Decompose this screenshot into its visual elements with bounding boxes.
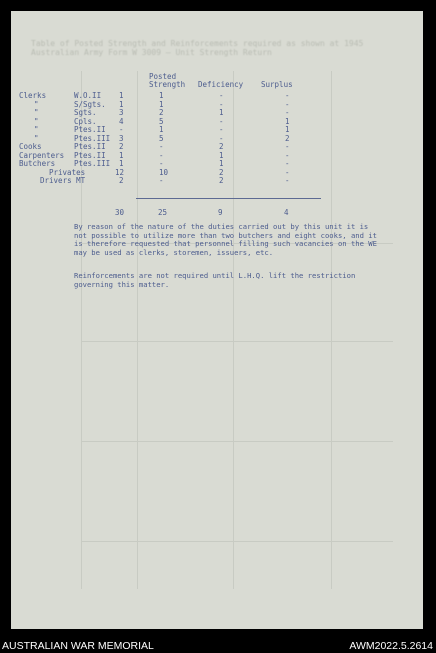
cell-rank: Ptes.II — [74, 125, 106, 134]
cell-posted: 10 — [159, 167, 169, 177]
footer-reference: AWM2022.5.2614 — [349, 640, 433, 652]
cell-deficiency: - — [219, 91, 224, 100]
cell-trade: Butchers — [19, 159, 56, 168]
cell-we: 3 — [119, 133, 124, 143]
cell-posted: 1 — [159, 91, 164, 100]
footer — [0, 637, 436, 653]
cell-posted: 5 — [159, 133, 164, 143]
cell-we: 1 — [119, 159, 124, 168]
total-deficiency: 9 — [218, 208, 223, 217]
cell-trade: " — [34, 99, 39, 109]
cell-deficiency: - — [219, 116, 224, 126]
cell-trade: Cooks — [19, 142, 42, 151]
total-rule — [136, 198, 321, 199]
cell-rank: Cpls. — [74, 116, 97, 126]
paragraph-duties: By reason of the nature of the duties carried out by this unit it is not possible to utilize more than two butchers and eight cooks, and it is therefore requested that personnel filling such vacancies on the WE may be used as clerks, storemen, issuers, etc. — [74, 222, 377, 257]
cell-posted: 1 — [159, 99, 164, 109]
cell-trade: Clerks — [19, 91, 47, 100]
cell-rank: W.O.II — [74, 91, 102, 100]
cell-trade: " — [34, 133, 39, 143]
cell-trade: Carpenters — [19, 150, 65, 160]
footer-source: AUSTRALIAN WAR MEMORIAL — [2, 640, 154, 652]
cell-surplus: 1 — [285, 125, 290, 134]
cell-rank: S/Sgts. — [74, 99, 106, 109]
document-page — [11, 11, 423, 629]
faint-heading-line: Table of Posted Strength and Reinforcements required as shown at 1945 — [31, 39, 364, 48]
cell-surplus: - — [285, 150, 290, 160]
paragraph-reinforcements: Reinforcements are not required until L.H.Q. lift the restriction governing this matter. — [74, 271, 356, 289]
cell-we: 4 — [119, 116, 124, 126]
total-we: 30 — [115, 208, 125, 217]
cell-deficiency: 2 — [219, 167, 224, 177]
cell-rank: Ptes.II — [74, 150, 106, 160]
col-header-posted: Posted — [149, 72, 177, 81]
cell-surplus: - — [285, 142, 290, 151]
cell-deficiency: - — [219, 125, 224, 134]
col-header-strength: Strength — [149, 80, 186, 89]
cell-surplus: - — [285, 108, 290, 117]
cell-we: 1 — [119, 150, 124, 160]
ruled-grid — [11, 11, 423, 629]
cell-deficiency: 2 — [219, 142, 224, 151]
cell-deficiency: 1 — [219, 159, 224, 168]
cell-surplus: - — [285, 176, 290, 185]
col-header-deficiency: Deficiency — [198, 80, 244, 89]
cell-rank: Ptes.II — [74, 142, 106, 151]
cell-trade: Privates — [49, 167, 86, 177]
cell-rank: Sgts. — [74, 108, 97, 117]
cell-we: 3 — [119, 108, 124, 117]
cell-surplus: - — [285, 91, 290, 100]
cell-trade: " — [34, 116, 39, 126]
cell-we: 2 — [119, 176, 124, 185]
cell-we: 2 — [119, 142, 124, 151]
cell-posted: - — [159, 150, 164, 160]
cell-surplus: - — [285, 167, 290, 177]
cell-we: 12 — [115, 167, 125, 177]
cell-trade: " — [34, 108, 39, 117]
total-surplus: 4 — [284, 208, 289, 217]
cell-posted: 2 — [159, 108, 164, 117]
cell-trade: " — [34, 125, 39, 134]
total-posted: 25 — [158, 208, 168, 217]
cell-posted: - — [159, 142, 164, 151]
cell-posted: - — [159, 176, 164, 185]
cell-trade: Drivers MT — [40, 176, 86, 185]
cell-deficiency: - — [219, 99, 224, 109]
cell-we: 1 — [119, 91, 124, 100]
cell-deficiency: - — [219, 133, 224, 143]
cell-surplus: - — [285, 99, 290, 109]
cell-deficiency: 2 — [219, 176, 224, 185]
cell-rank: Ptes.III — [74, 159, 111, 168]
cell-posted: 5 — [159, 116, 164, 126]
cell-rank: Ptes.III — [74, 133, 111, 143]
cell-deficiency: 1 — [219, 108, 224, 117]
cell-we: - — [119, 125, 124, 134]
cell-posted: - — [159, 159, 164, 168]
cell-surplus: - — [285, 159, 290, 168]
faint-heading-line: Australian Army Form W 3009 — Unit Strength Return — [31, 48, 272, 57]
col-header-surplus: Surplus — [261, 80, 293, 89]
cell-surplus: 1 — [285, 116, 290, 126]
cell-posted: 1 — [159, 125, 164, 134]
cell-surplus: 2 — [285, 133, 290, 143]
cell-we: 1 — [119, 99, 124, 109]
cell-deficiency: 1 — [219, 150, 224, 160]
